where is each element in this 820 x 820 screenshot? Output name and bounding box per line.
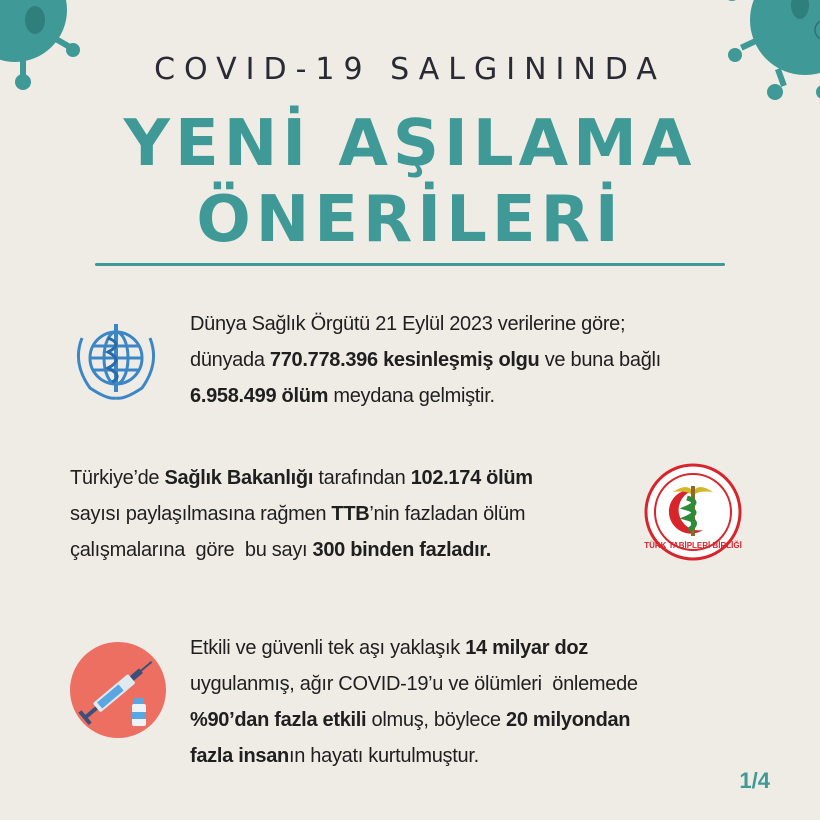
text-segment: uygulanmış, ağır COVID-19’u ve ölümleri önlemede <box>190 673 638 695</box>
text-segment: sayısı paylaşılmasına rağmen <box>70 503 332 525</box>
title-divider <box>95 263 725 266</box>
text-segment: olmuş, böylece <box>366 709 507 731</box>
text-line <box>70 496 630 532</box>
highlight-text: 102.174 ölüm <box>410 467 533 489</box>
text-line <box>190 738 750 774</box>
text-segment: ve buna bağlı <box>539 349 661 371</box>
vaccine-syringe-icon <box>70 642 166 738</box>
page-title-line1: YENİ AŞILAMA <box>123 107 697 181</box>
text-segment: Türkiye’de <box>70 467 165 489</box>
text-segment: dünyada <box>190 349 270 371</box>
page-indicator: 1/4 <box>739 768 770 793</box>
text-line <box>190 306 790 342</box>
text-segment: ’nin fazladan ölüm <box>369 503 526 525</box>
text-segment: Dünya Sağlık Örgütü 21 Eylül 2023 verilerine göre; <box>190 313 626 335</box>
text-line <box>70 460 630 496</box>
ttb-logo <box>643 462 743 562</box>
text-line <box>190 378 790 414</box>
highlight-text: 300 binden fazladır. <box>312 539 492 561</box>
page-title-line2: ÖNERİLERİ <box>196 183 624 257</box>
highlight-text: 770.778.396 kesinleşmiş olgu <box>269 349 540 371</box>
highlight-text: 6.958.499 ölüm <box>190 385 329 407</box>
ttb-logo-text: TÜRK TABİPLERİ BİRLİĞİ <box>644 541 742 550</box>
text-line <box>190 630 750 666</box>
turkey-statistics-paragraph <box>70 460 630 568</box>
text-line <box>190 342 790 378</box>
highlight-text: %90’dan fazla etkili <box>190 709 367 731</box>
highlight-text: fazla insan <box>190 745 289 767</box>
text-line <box>190 702 750 738</box>
text-segment: Etkili ve güvenli tek aşı yaklaşık <box>190 637 466 659</box>
highlight-text: Sağlık Bakanlığı <box>164 467 314 489</box>
highlight-text: TTB <box>331 503 370 525</box>
text-line <box>190 666 750 702</box>
text-segment: tarafından <box>313 467 411 489</box>
text-segment: meydana gelmiştir. <box>328 385 495 407</box>
who-statistics-paragraph <box>190 306 790 414</box>
vaccine-impact-paragraph <box>190 630 750 774</box>
supertitle: COVID-19 SALGININDA <box>154 52 666 87</box>
text-segment: çalışmalarına göre bu sayı <box>70 539 313 561</box>
highlight-text: 14 milyar doz <box>465 637 589 659</box>
text-segment: ın hayatı kurtulmuştur. <box>288 745 479 767</box>
who-logo <box>68 318 164 402</box>
highlight-text: 20 milyondan <box>506 709 631 731</box>
text-line <box>70 532 630 568</box>
